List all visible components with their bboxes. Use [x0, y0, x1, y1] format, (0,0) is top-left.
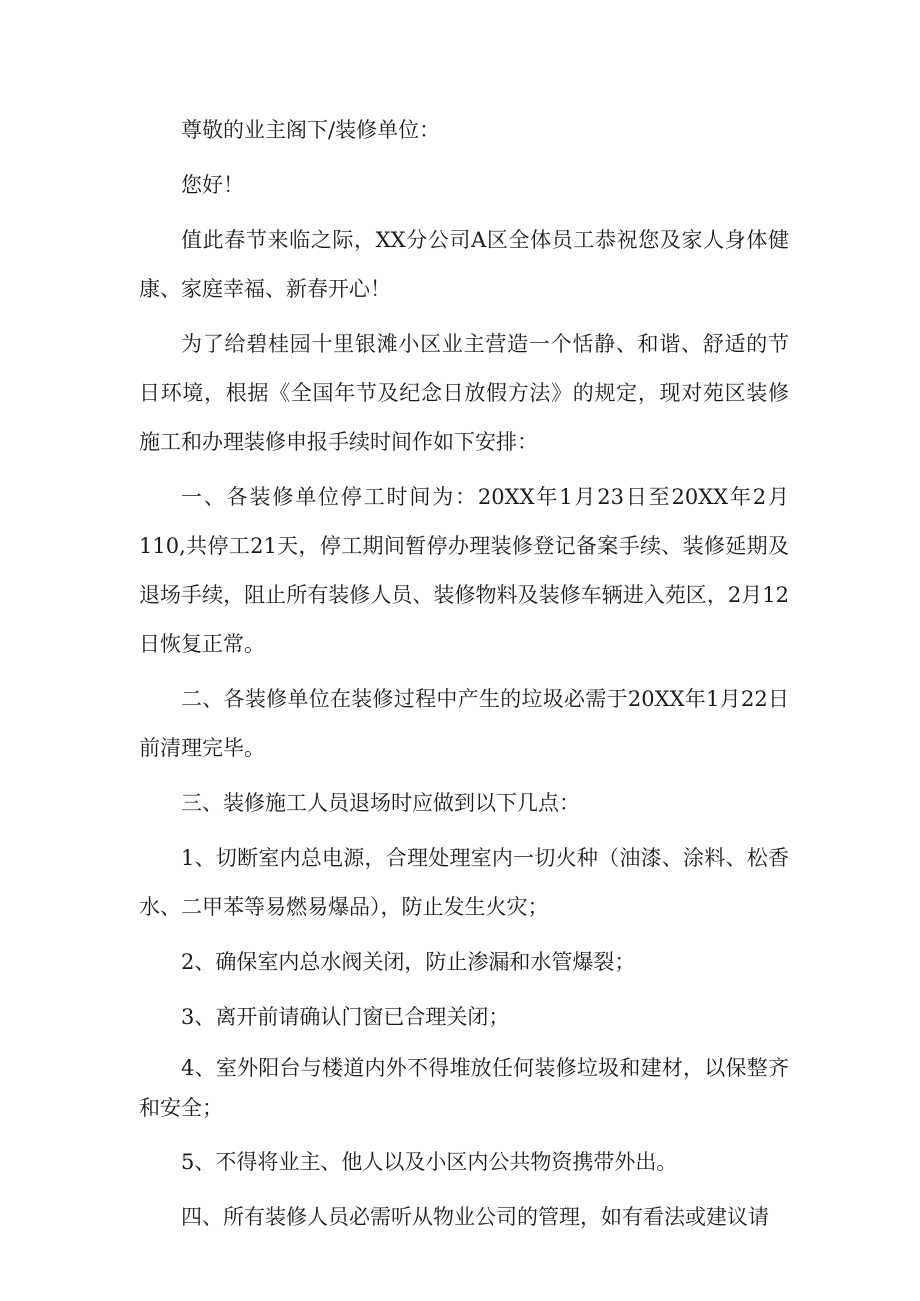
list-item: 2、确保室内总水阀关闭，防止渗漏和水管爆裂； [181, 950, 636, 974]
list-item: 1、切断室内总电源，合理处理室内一切火种（油漆、涂料、松香水、二甲苯等易燃易爆品），防止发生火灾； [139, 846, 789, 919]
wishes-paragraph: 值此春节来临之际，XX分公司A区全体员工恭祝您及家人身体健康、家庭幸福、新春开心！ [139, 228, 789, 301]
list-item: 4、室外阳台与楼道内外不得堆放任何装修垃圾和建材，以保整齐和安全； [139, 1056, 789, 1120]
section-two-paragraph: 二、各装修单位在装修过程中产生的垃圾必需于20XX年1月22日前清理完毕。 [139, 687, 789, 760]
greeting: 您好！ [181, 173, 244, 197]
section-four-paragraph: 四、所有装修人员必需听从物业公司的管理，如有看法或建议请 [181, 1205, 769, 1229]
section-three-heading: 三、装修施工人员退场时应做到以下几点： [181, 791, 580, 815]
notice-body [139, 106, 789, 1248]
list-item: 3、离开前请确认门窗已合理关闭； [181, 1005, 510, 1029]
list-item: 5、不得将业主、他人以及小区内公共物资携带外出。 [181, 1150, 678, 1174]
salutation: 尊敬的业主阁下/装修单位： [181, 118, 441, 142]
section-one-paragraph: 一、各装修单位停工时间为：20XX年1月23日至20XX年2月110,共停工21天，停工期间暂停办理装修登记备案手续、装修延期及退场手续，阻止所有装修人员、装修物料及装修车辆进入苑区，2月12日恢复正常。 [139, 485, 789, 656]
intro-paragraph: 为了给碧桂园十里银滩小区业主营造一个恬静、和谐、舒适的节日环境，根据《全国年节及纪念日放假方法》的规定，现对苑区装修施工和办理装修申报手续时间作如下安排： [139, 332, 789, 454]
